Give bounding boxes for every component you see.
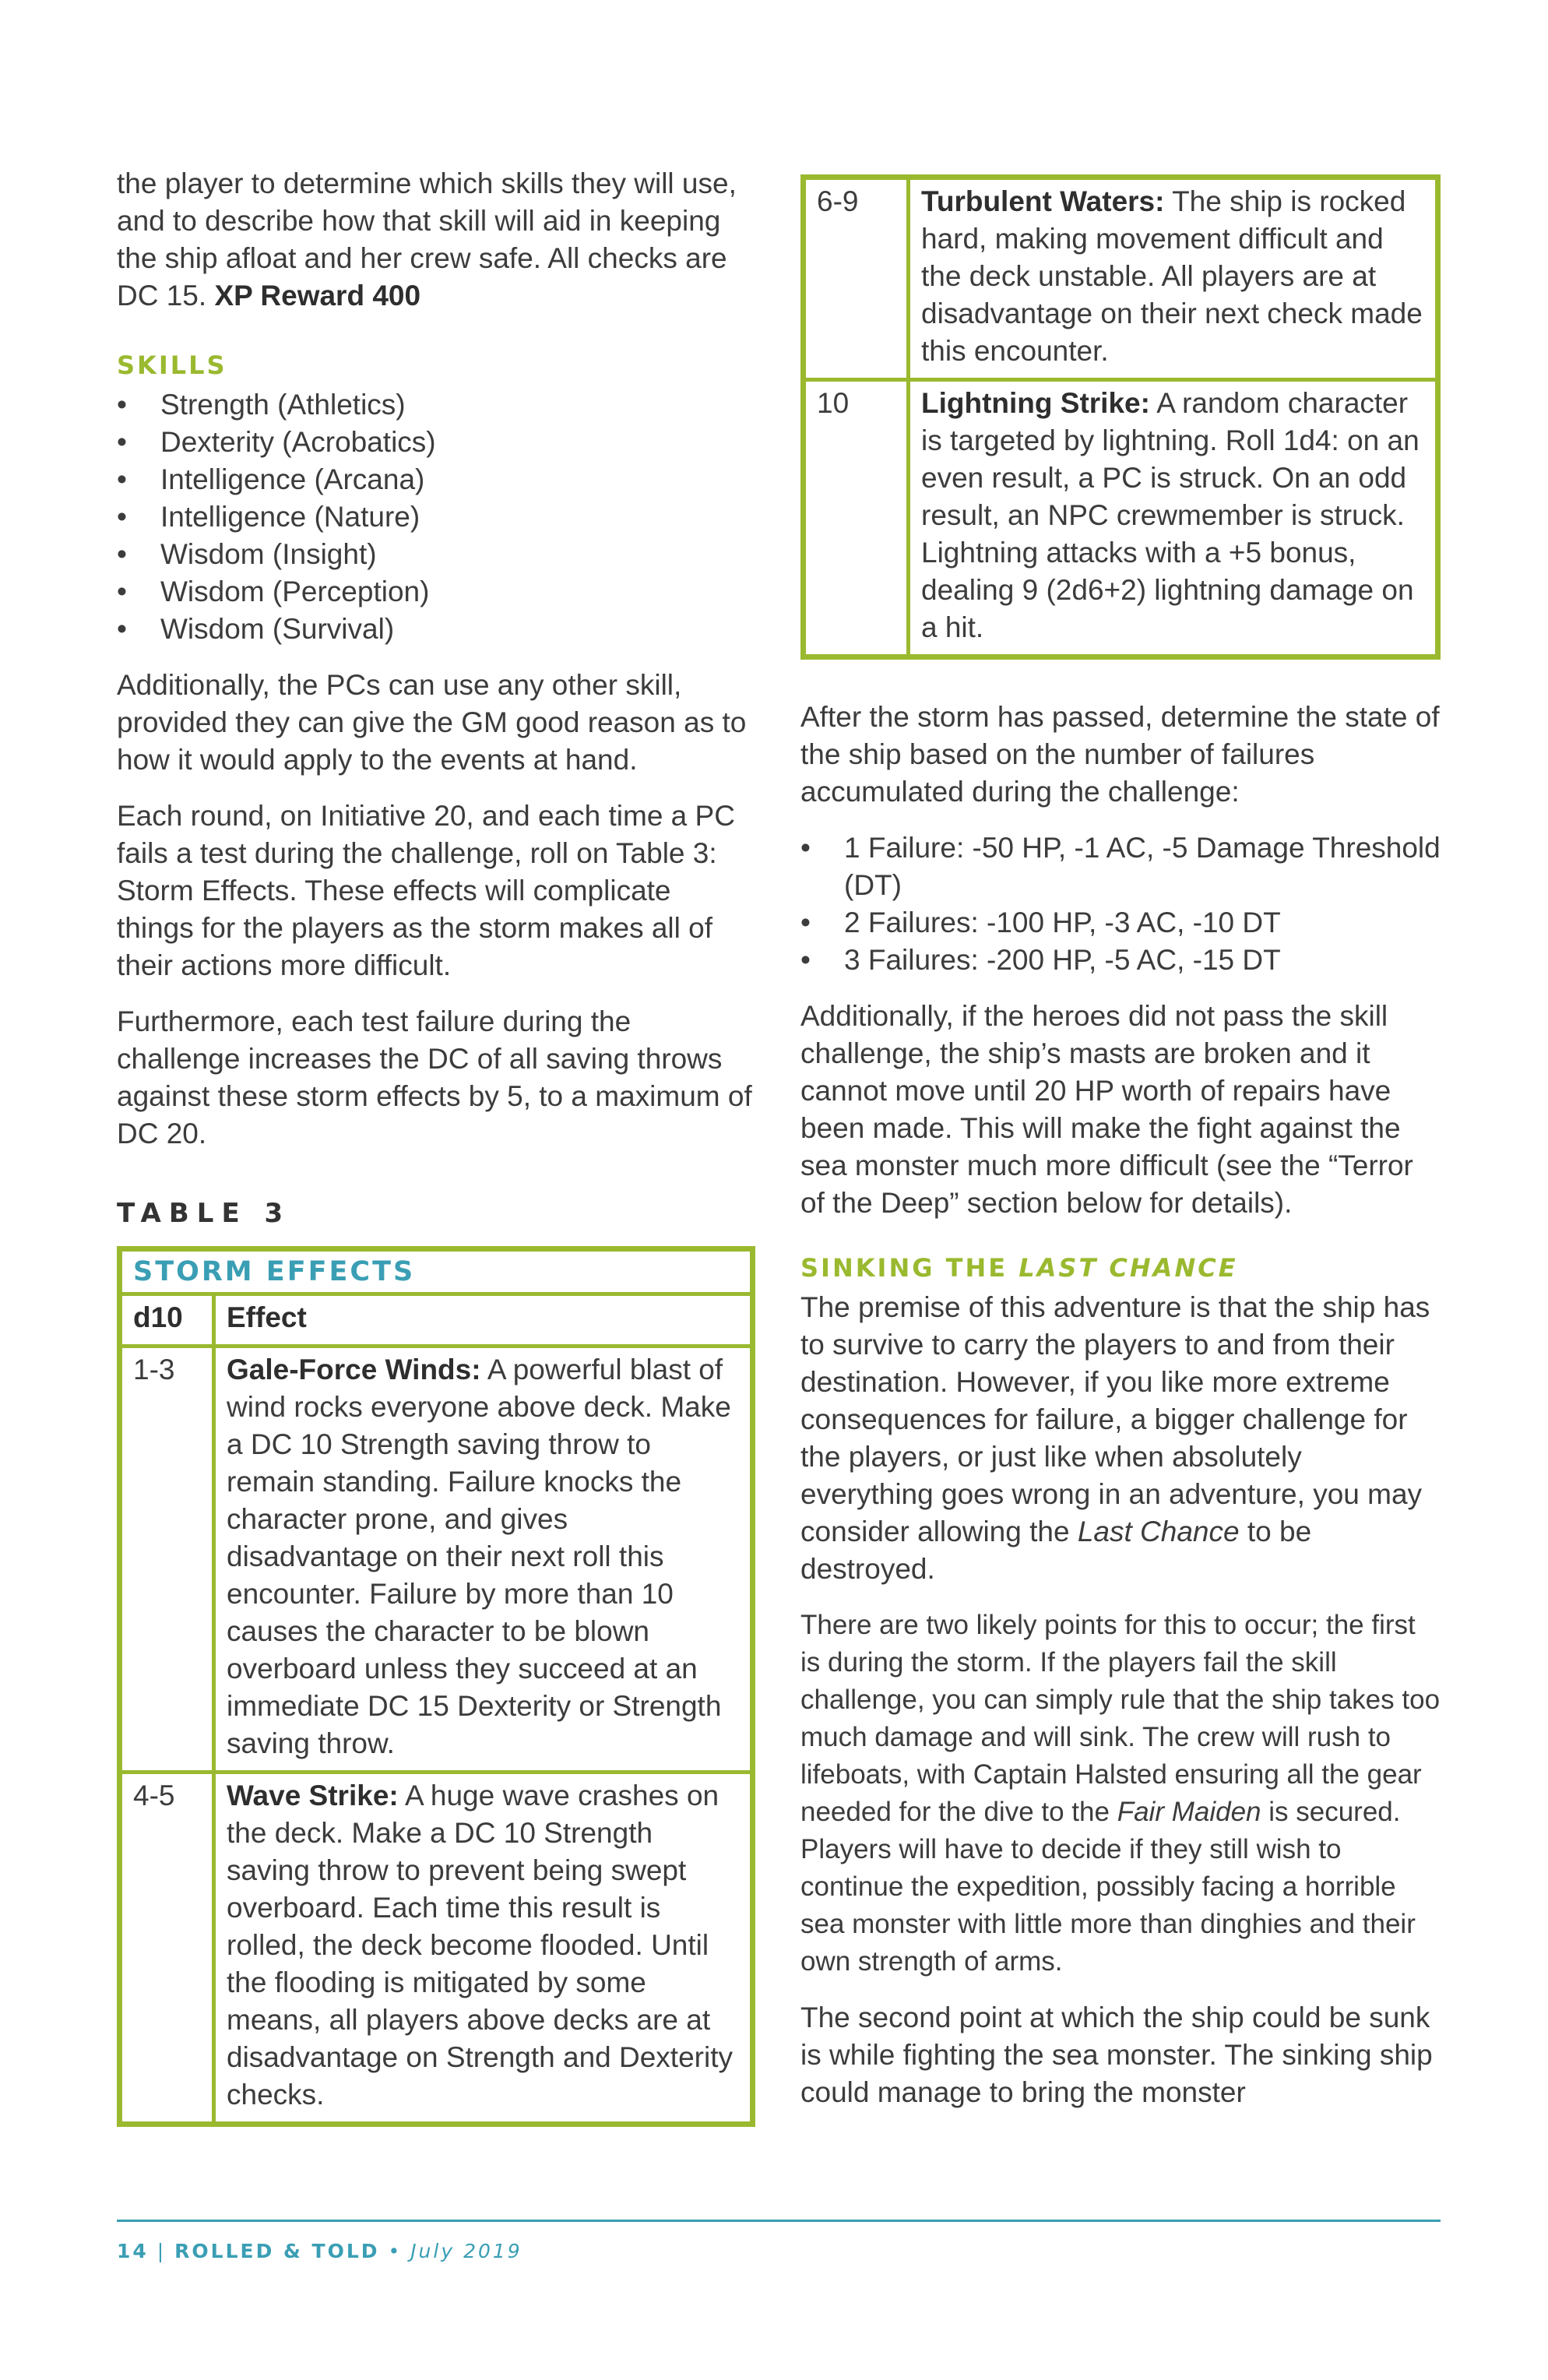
table-label: TABLE 3 <box>117 1198 291 1229</box>
furthermore-paragraph: Furthermore, each test failure during the challenge increases the DC of all saving throws against these storm effects by 5, to a maximum of DC 20. <box>117 1005 752 1150</box>
footer-bullet: • <box>388 2240 403 2262</box>
table-title: STORM EFFECTS <box>122 1252 750 1296</box>
two-points-text-end: is secured. Players will have to decide if they still wish to continue the expedition, possibly facing a horrible sea monster with little more than dinghies and their own strength of arms. <box>800 1797 1416 1977</box>
page-number: 14 <box>117 2240 149 2262</box>
table-row <box>122 1770 750 2121</box>
table-cell-roll: 6-9 <box>806 180 910 378</box>
two-points-paragraph <box>800 1607 1441 1980</box>
table-cell-effect <box>216 1774 750 2121</box>
table-row <box>806 180 1435 378</box>
storm-effects-table-continued <box>800 174 1441 660</box>
list-item: • Wisdom (Perception) <box>117 573 755 611</box>
ship-name: Fair Maiden <box>1117 1797 1261 1827</box>
table-cell-effect <box>216 1348 750 1770</box>
list-item: • 2 Failures: -100 HP, -3 AC, -10 DT <box>800 904 1441 942</box>
table-cell-roll: 1-3 <box>122 1348 216 1770</box>
skills-heading: SKILLS <box>117 350 227 380</box>
failures-list <box>800 829 1441 979</box>
effect-name: Lightning Strike: <box>921 387 1150 419</box>
ship-name: Last Chance <box>1077 1516 1240 1547</box>
effect-text: A random character is targeted by lightning. Roll 1d4: on an even result, a PC is struck. On an odd result, an NPC crewmember is struck. Lightning attacks with a +5 bonus, dealing 9 (2d6+2) lightning damage on a hit. <box>921 387 1420 643</box>
left-column <box>117 165 755 2127</box>
list-item: • Intelligence (Arcana) <box>117 461 755 498</box>
additionally-paragraph: Additionally, the PCs can use any other skill, provided they can give the GM good reason as to how it would apply to the events at hand. <box>117 669 747 776</box>
each-round-paragraph: Each round, on Initiative 20, and each time a PC fails a test during the challenge, roll on Table 3: Storm Effects. These effects will complicate things for the players as the storm makes all of their actions more difficult. <box>117 800 735 981</box>
second-point-paragraph: The second point at which the ship could be sunk is while fighting the sea monster. The sinking ship could manage to bring the monster <box>800 2002 1433 2108</box>
xp-reward: XP Reward 400 <box>214 280 421 312</box>
sinking-heading <box>800 1253 1441 1283</box>
effect-name: Turbulent Waters: <box>921 185 1165 217</box>
additionally-masts-paragraph: Additionally, if the heroes did not pass the skill challenge, the ship’s masts are broken and it cannot move until 20 HP worth of repairs have been made. This will make the fight against the sea monster much more difficult (see the “Terror of the Deep” section below for details). <box>800 1000 1413 1219</box>
footer-divider <box>117 2220 1441 2222</box>
list-item: • Wisdom (Insight) <box>117 536 755 573</box>
footer-separator: | <box>157 2240 167 2262</box>
intro-paragraph <box>117 165 755 315</box>
effect-text: A huge wave crashes on the deck. Make a DC 10 Strength saving throw to prevent being swept overboard. Each time this result is rolled, the deck become flooded. Until the flooding is mitigated by some means, all players above decks are at disadvantage on Strength and Dexterity checks. <box>227 1780 733 2111</box>
magazine-name: ROLLED & TOLD <box>174 2240 380 2262</box>
right-column <box>800 174 1441 2130</box>
table-cell-effect <box>910 382 1435 654</box>
intro-text: the player to determine which skills they will use, and to describe how that skill will aid in keeping the ship afloat and her crew safe. All checks are DC 15. <box>117 167 737 312</box>
sinking-heading-italic: LAST CHANCE <box>1019 1253 1238 1283</box>
table-cell-effect <box>910 180 1435 378</box>
page-footer <box>117 2240 522 2262</box>
skills-list <box>117 386 755 648</box>
table-cell-roll: 10 <box>806 382 910 654</box>
table-row <box>806 378 1435 654</box>
storm-effects-table <box>117 1246 755 2127</box>
table-header-d10: d10 <box>122 1296 216 1344</box>
effect-text: The ship is rocked hard, making movement difficult and the deck unstable. All players are at disadvantage on their next check made this encounter. <box>921 185 1423 367</box>
list-item: • Dexterity (Acrobatics) <box>117 424 755 461</box>
list-item: • 3 Failures: -200 HP, -5 AC, -15 DT <box>800 942 1441 979</box>
effect-text: A powerful blast of wind rocks everyone above deck. Make a DC 10 Strength saving throw to remain standing. Failure knocks the character prone, and gives disadvantage on their next roll this encounter. Failure by more than 10 causes the character to be blown overboard unless they succeed at an immediate DC 15 Dexterity or Strength saving throw. <box>227 1354 731 1759</box>
list-item: • 1 Failure: -50 HP, -1 AC, -5 Damage Threshold (DT) <box>800 829 1441 904</box>
table-header-row <box>122 1296 750 1344</box>
sinking-heading-text: SINKING THE <box>800 1253 1008 1283</box>
effect-name: Wave Strike: <box>227 1780 399 1811</box>
premise-text-end: to be destroyed. <box>800 1516 1312 1585</box>
table-header-effect: Effect <box>227 1301 307 1333</box>
list-item: • Wisdom (Survival) <box>117 611 755 648</box>
table-row <box>122 1344 750 1770</box>
premise-text: The premise of this adventure is that the ship has to survive to carry the players to and from their destination. However, if you like more extreme consequences for failure, a bigger challenge for the players, or just like when absolutely everything goes wrong in an adventure, you may consider allowing the <box>800 1291 1430 1547</box>
issue-date: July 2019 <box>410 2240 522 2262</box>
list-item: • Intelligence (Nature) <box>117 498 755 536</box>
premise-paragraph <box>800 1289 1441 1588</box>
after-storm-paragraph: After the storm has passed, determine the state of the ship based on the number of failures accumulated during the challenge: <box>800 701 1440 808</box>
two-points-text: There are two likely points for this to occur; the first is during the storm. If the players fail the skill challenge, you can simply rule that the ship takes too much damage and will sink. The crew will rush to lifeboats, with Captain Halsted ensuring all the gear needed for the dive to the <box>800 1610 1441 1827</box>
effect-name: Gale-Force Winds: <box>227 1354 481 1385</box>
table-cell-roll: 4-5 <box>122 1774 216 2121</box>
list-item: • Strength (Athletics) <box>117 386 755 424</box>
